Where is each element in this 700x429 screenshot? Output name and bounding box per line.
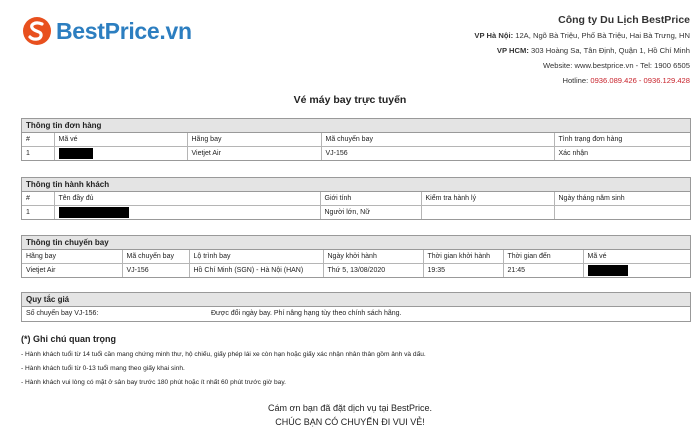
redacted-block — [588, 265, 628, 276]
redacted-block — [59, 148, 93, 159]
col-header: Ngày tháng năm sinh — [554, 192, 690, 206]
flight-info-heading: Thông tin chuyến bay — [22, 236, 690, 250]
cell-depart-time: 19:35 — [423, 264, 503, 278]
cell-arrive-time: 21:45 — [503, 264, 583, 278]
passenger-info-section — [21, 177, 691, 220]
col-header: Ngày khởi hành — [323, 250, 423, 264]
bestprice-logo — [22, 14, 192, 48]
col-header: # — [22, 192, 54, 206]
cell-flight-code: VJ-156 — [122, 264, 189, 278]
col-header: Mã chuyến bay — [321, 133, 554, 147]
col-header: Mã vé — [54, 133, 187, 147]
document-title: Vé máy bay trực tuyến — [293, 94, 407, 106]
cell-full-name — [54, 206, 320, 220]
fare-rule-label: Số chuyến bay VJ-156: — [26, 310, 99, 317]
cell-index: 1 — [22, 147, 54, 161]
logo-text: BestPrice.vn — [56, 17, 192, 44]
bestprice-logo-icon — [22, 16, 52, 46]
col-header: Mã chuyến bay — [122, 250, 189, 264]
col-header: # — [22, 133, 54, 147]
col-header: Mã vé — [583, 250, 690, 264]
fare-rule-row — [22, 307, 690, 321]
passenger-info-heading: Thông tin hành khách — [22, 178, 690, 192]
col-header: Thời gian đến — [503, 250, 583, 264]
cell-index: 1 — [22, 206, 54, 220]
cell-route: Hồ Chí Minh (SGN) - Hà Nội (HAN) — [189, 264, 323, 278]
order-table — [22, 133, 690, 160]
table-row — [22, 264, 690, 278]
order-info-heading: Thông tin đơn hàng — [22, 119, 690, 133]
hcm-office: VP HCM: 303 Hoàng Sa, Tân Định, Quận 1, Hồ Chí Minh — [496, 46, 690, 55]
cell-dob — [554, 206, 690, 220]
fare-rules-section — [21, 292, 691, 322]
table-header-row — [22, 192, 690, 206]
cell-ticket-code — [54, 147, 187, 161]
cell-status: Xác nhận — [554, 147, 690, 161]
col-header: Hãng bay — [187, 133, 321, 147]
table-header-row — [22, 250, 690, 264]
order-info-section — [21, 118, 691, 161]
thank-you-message — [0, 401, 700, 429]
col-header: Tên đầy đủ — [54, 192, 320, 206]
cell-date: Thứ 5, 13/08/2020 — [323, 264, 423, 278]
table-header-row — [22, 133, 690, 147]
thanks-line: Cám ơn bạn đã đặt dịch vụ tại BestPrice. — [268, 403, 432, 413]
company-info — [474, 12, 690, 88]
thanks-line: CHÚC BẠN CÓ CHUYẾN ĐI VUI VẺ! — [275, 417, 425, 427]
passenger-table — [22, 192, 690, 219]
hanoi-office: VP Hà Nội: 12A, Ngõ Bà Triệu, Phố Bà Triệu, Hai Bà Trưng, HN — [474, 31, 690, 40]
col-header: Giới tính — [320, 192, 421, 206]
important-notes — [21, 334, 689, 390]
col-header: Thời gian khởi hành — [423, 250, 503, 264]
cell-baggage — [421, 206, 554, 220]
cell-airline: Vietjet Air — [22, 264, 122, 278]
table-row — [22, 206, 690, 220]
note-item: - Hành khách tuổi từ 0-13 tuổi mang theo giấy khai sinh. — [21, 365, 185, 372]
flight-info-section — [21, 235, 691, 278]
redacted-block — [59, 207, 129, 218]
flight-table — [22, 250, 690, 277]
col-header: Lộ trình bay — [189, 250, 323, 264]
table-row — [22, 147, 690, 161]
fare-rules-heading: Quy tắc giá — [22, 293, 690, 307]
website-tel: Website: www.bestprice.vn - Tel: 1900 6505 — [542, 61, 690, 70]
company-name: Công ty Du Lịch BestPrice — [558, 14, 690, 26]
notes-title: (*) Ghi chú quan trọng — [21, 334, 116, 344]
col-header: Kiểm tra hành lý — [421, 192, 554, 206]
note-item: - Hành khách vui lòng có mặt ở sân bay trước 180 phút hoặc ít nhất 60 phút trước giờ bay. — [21, 379, 286, 386]
col-header: Hãng bay — [22, 250, 122, 264]
col-header: Tình trạng đơn hàng — [554, 133, 690, 147]
fare-rule-text: Được đổi ngày bay. Phí nâng hạng tùy theo chính sách hãng. — [211, 310, 402, 317]
cell-gender: Người lớn, Nữ — [320, 206, 421, 220]
cell-flight-code: VJ-156 — [321, 147, 554, 161]
hotline: Hotline: 0936.089.426 - 0936.129.428 — [562, 76, 690, 85]
cell-airline: Vietjet Air — [187, 147, 321, 161]
note-item: - Hành khách tuổi từ 14 tuổi cần mang chứng minh thư, hộ chiếu, giấy phép lái xe còn hạn hoặc giấy xác nhận nhân thân gồm ảnh và dấu. — [21, 351, 426, 358]
cell-ticket-code — [583, 264, 690, 278]
